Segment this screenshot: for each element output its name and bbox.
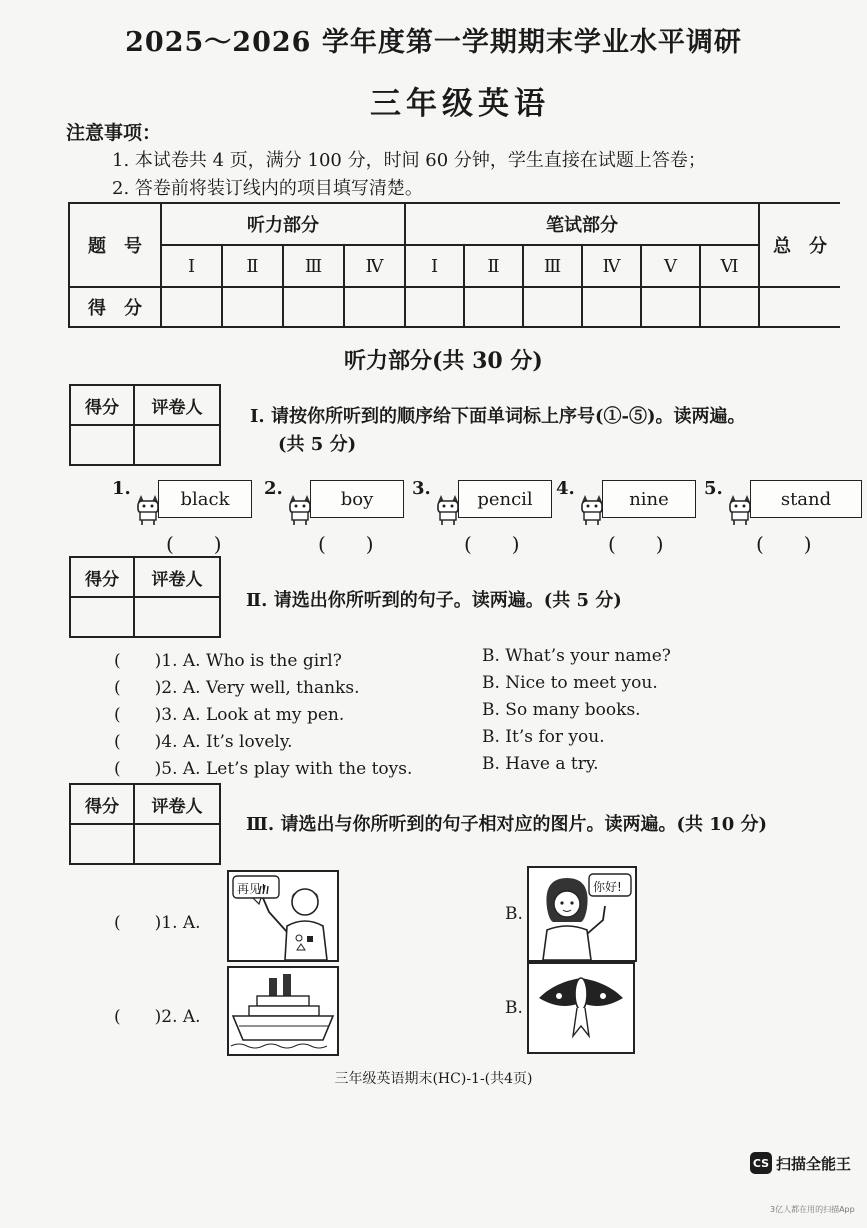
sentence-number[interactable]: ( )3. bbox=[114, 705, 178, 725]
sentence-number[interactable]: ( )5. bbox=[114, 759, 178, 779]
kite-icon bbox=[529, 964, 633, 1052]
answer-paren[interactable]: ( ) bbox=[318, 532, 374, 556]
picture-question-number[interactable]: ( )2. A. bbox=[114, 1007, 201, 1027]
ship-icon bbox=[229, 968, 337, 1054]
note-item-1: 1. 本试卷共 4 页，满分 100 分，时间 60 分钟，学生直接在试题上答卷； bbox=[112, 150, 706, 171]
listening-col: Ⅰ bbox=[161, 245, 222, 287]
exam-subtitle: 三年级英语 bbox=[370, 86, 550, 122]
written-col: Ⅱ bbox=[464, 245, 523, 287]
word-number: 1. bbox=[112, 478, 131, 499]
score-cell[interactable] bbox=[523, 287, 582, 327]
row-label-question-no: 题 号 bbox=[69, 203, 161, 287]
written-col: Ⅴ bbox=[641, 245, 700, 287]
option-b: B. It’s for you. bbox=[482, 727, 605, 747]
cs-logo-icon: CS bbox=[750, 1152, 772, 1174]
word-box-pencil: pencil bbox=[458, 480, 552, 518]
option-b-label: B. bbox=[505, 998, 523, 1018]
option-b-label: B. bbox=[505, 904, 523, 924]
grader-input[interactable] bbox=[134, 824, 220, 864]
total-header: 总 分 bbox=[759, 203, 840, 287]
word-number: 4. bbox=[556, 478, 575, 499]
answer-paren[interactable]: ( ) bbox=[756, 532, 812, 556]
word-number: 3. bbox=[412, 478, 431, 499]
section2-instruction: Ⅱ. 请选出你所听到的句子。读两遍。(共 5 分) bbox=[246, 590, 622, 611]
picture-ship bbox=[227, 966, 339, 1056]
option-b: B. Nice to meet you. bbox=[482, 673, 658, 693]
word-box-stand: stand bbox=[750, 480, 862, 518]
written-col: Ⅳ bbox=[582, 245, 641, 287]
sentence-number[interactable]: ( )2. bbox=[114, 678, 178, 698]
section3-instruction: Ⅲ. 请选出与你所听到的句子相对应的图片。读两遍。(共 10 分) bbox=[246, 814, 768, 835]
listening-section-title: 听力部分(共 30 分) bbox=[344, 348, 543, 374]
option-a: A. Who is the girl? bbox=[182, 651, 342, 671]
option-a: A. Look at my pen. bbox=[182, 705, 345, 725]
score-cell[interactable] bbox=[344, 287, 405, 327]
score-input[interactable] bbox=[70, 425, 134, 465]
word-box-black: black bbox=[158, 480, 252, 518]
score-cell[interactable] bbox=[464, 287, 523, 327]
answer-paren[interactable]: ( ) bbox=[166, 532, 222, 556]
score-cell[interactable] bbox=[161, 287, 222, 327]
score-cell[interactable] bbox=[641, 287, 700, 327]
note-item-2: 2. 答卷前将装订线内的项目填写清楚。 bbox=[112, 178, 423, 199]
row-label-score: 得 分 bbox=[69, 287, 161, 327]
grader-box-2 bbox=[69, 556, 221, 638]
answer-paren[interactable]: ( ) bbox=[464, 532, 520, 556]
section1-points: (共 5 分) bbox=[278, 434, 357, 455]
word-list bbox=[112, 478, 867, 558]
score-label: 得分 bbox=[70, 385, 134, 425]
score-label: 得分 bbox=[70, 784, 134, 824]
picture-question-number[interactable]: ( )1. A. bbox=[114, 913, 201, 933]
sentence-row bbox=[114, 673, 359, 698]
grader-box-1 bbox=[69, 384, 221, 466]
listening-header: 听力部分 bbox=[161, 203, 405, 245]
written-col: Ⅲ bbox=[523, 245, 582, 287]
option-b: B. What’s your name? bbox=[482, 646, 671, 666]
sentence-number[interactable]: ( )1. bbox=[114, 651, 178, 671]
score-cell[interactable] bbox=[222, 287, 283, 327]
listening-col: Ⅲ bbox=[283, 245, 344, 287]
listening-col: Ⅱ bbox=[222, 245, 283, 287]
picture-boy-waving bbox=[227, 870, 339, 962]
sentence-row bbox=[114, 646, 342, 671]
grader-label: 评卷人 bbox=[134, 385, 220, 425]
exam-title: 2025～2026 学年度第一学期期末学业水平调研 bbox=[125, 27, 742, 58]
sentence-row bbox=[114, 700, 344, 725]
grader-label: 评卷人 bbox=[134, 557, 220, 597]
sentence-number[interactable]: ( )4. bbox=[114, 732, 178, 752]
word-box-nine: nine bbox=[602, 480, 696, 518]
scanner-tagline: 3亿人都在用的扫描App bbox=[770, 1205, 855, 1214]
grader-label: 评卷人 bbox=[134, 784, 220, 824]
speech-bubble-hello: 你好! bbox=[593, 880, 622, 894]
option-b: B. Have a try. bbox=[482, 754, 599, 774]
score-cell[interactable] bbox=[582, 287, 641, 327]
option-b: B. So many books. bbox=[482, 700, 641, 720]
score-label: 得分 bbox=[70, 557, 134, 597]
written-col: Ⅵ bbox=[700, 245, 759, 287]
speech-bubble-goodbye: 再见! bbox=[237, 882, 266, 896]
grader-input[interactable] bbox=[134, 425, 220, 465]
word-box-boy: boy bbox=[310, 480, 404, 518]
score-cell[interactable] bbox=[283, 287, 344, 327]
score-input[interactable] bbox=[70, 824, 134, 864]
word-number: 2. bbox=[264, 478, 283, 499]
option-a: A. It’s lovely. bbox=[182, 732, 293, 752]
written-col: Ⅰ bbox=[405, 245, 464, 287]
picture-kite bbox=[527, 962, 635, 1054]
word-number: 5. bbox=[704, 478, 723, 499]
sentence-row bbox=[114, 727, 293, 752]
scanner-name: 扫描全能王 bbox=[776, 1154, 852, 1173]
written-header: 笔试部分 bbox=[405, 203, 759, 245]
score-cell[interactable] bbox=[700, 287, 759, 327]
total-score-cell[interactable] bbox=[759, 287, 840, 327]
page-footer: 三年级英语期末(HC)-1-(共4页) bbox=[334, 1071, 533, 1087]
option-a: A. Very well, thanks. bbox=[182, 678, 360, 698]
picture-girl-waving bbox=[527, 866, 637, 962]
grader-box-3 bbox=[69, 783, 221, 865]
grader-input[interactable] bbox=[134, 597, 220, 637]
sentence-row bbox=[114, 754, 412, 779]
notes-heading: 注意事项： bbox=[66, 122, 162, 144]
score-table bbox=[68, 202, 840, 328]
section1-instruction: Ⅰ. 请按你所听到的顺序给下面单词标上序号(①-⑤)。读两遍。 bbox=[250, 406, 746, 427]
score-cell[interactable] bbox=[405, 287, 464, 327]
score-input[interactable] bbox=[70, 597, 134, 637]
scanner-logo bbox=[750, 1152, 851, 1174]
option-a: A. Let’s play with the toys. bbox=[182, 759, 413, 779]
listening-col: Ⅳ bbox=[344, 245, 405, 287]
answer-paren[interactable]: ( ) bbox=[608, 532, 664, 556]
